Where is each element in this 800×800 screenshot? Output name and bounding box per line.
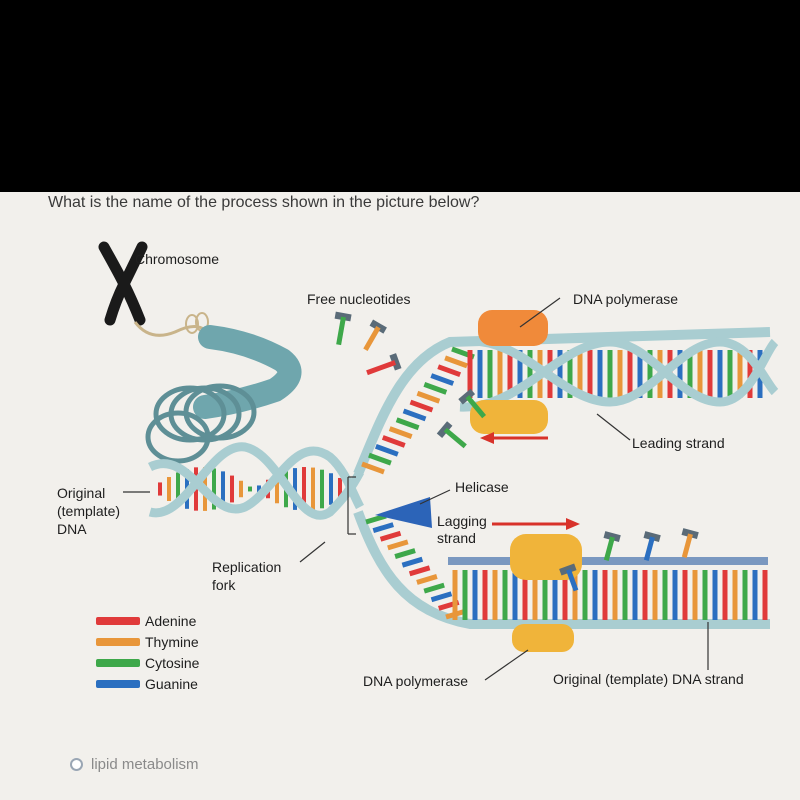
chromosome-label: Chromosome: [135, 251, 220, 267]
base-pair: [397, 420, 419, 428]
original-dna-label-3: DNA: [57, 521, 87, 537]
chromatin-coil: [135, 313, 290, 461]
replication-fork-label-2: fork: [212, 577, 236, 593]
base-pair: [438, 367, 460, 375]
base-pair: [424, 585, 444, 591]
thymine-swatch: [96, 638, 140, 646]
lagging-strand-label-2: strand: [437, 530, 476, 546]
adenine-swatch: [96, 617, 140, 625]
legend-item-thymine: [96, 634, 199, 650]
base-pair: [366, 516, 386, 522]
base-pair: [376, 446, 398, 454]
question-text: What is the name of the process shown in the picture below?: [48, 194, 480, 211]
original-dna-label-1: Original: [57, 485, 106, 501]
base-pair: [424, 384, 446, 392]
legend-item-cytosine: [96, 655, 200, 671]
base-pair: [431, 376, 453, 384]
base-pair: [431, 594, 451, 600]
base-pair: [381, 533, 401, 539]
legend-item-guanine: [96, 676, 198, 692]
legend-item-adenine: [96, 613, 197, 629]
legend-label-guanine: Guanine: [145, 676, 198, 692]
leading-helix: [460, 341, 775, 407]
dna-replication-diagram: [0, 192, 800, 800]
base-pair: [402, 559, 422, 565]
radio-button[interactable]: [70, 758, 83, 771]
legend-label-thymine: Thymine: [145, 634, 199, 650]
original-dna-label-2: (template): [57, 503, 121, 519]
base-pair: [373, 525, 393, 531]
legend-label-adenine: Adenine: [145, 613, 197, 629]
quiz-screen: [0, 192, 800, 800]
leading-strand-label: Leading strand: [632, 435, 725, 451]
original-double-helix: [150, 447, 360, 515]
original-template-strand-label: Original (template) DNA strand: [553, 671, 744, 687]
helicase-shape: [375, 497, 432, 528]
base-pair: [410, 568, 430, 574]
guanine-swatch: [96, 680, 140, 688]
cytosine-swatch: [96, 659, 140, 667]
base-pair: [390, 429, 412, 437]
dna-polymerase-bottom-label: DNA polymerase: [363, 673, 469, 689]
base-pair: [410, 402, 432, 410]
helicase-label: Helicase: [455, 479, 509, 495]
base-pair: [445, 358, 467, 366]
dna-polymerase-top-label: DNA polymerase: [573, 291, 679, 307]
base-pair: [388, 542, 408, 548]
answer-option-label: lipid metabolism: [91, 756, 199, 773]
answer-option-lipid-metabolism[interactable]: [70, 756, 199, 773]
legend-label-cytosine: Cytosine: [145, 655, 200, 671]
base-legend: [96, 613, 200, 692]
base-pair: [417, 576, 437, 582]
base-pair: [383, 437, 405, 445]
base-pair: [369, 455, 391, 463]
base-pair: [417, 393, 439, 401]
lagging-strand-rungs: [448, 557, 768, 620]
lagging-strand-label-1: Lagging: [437, 513, 487, 529]
free-nucleotides-label: Free nucleotides: [307, 291, 411, 307]
replication-fork-label-1: Replication: [212, 559, 282, 575]
base-pair: [395, 551, 415, 557]
base-pair: [404, 411, 426, 419]
